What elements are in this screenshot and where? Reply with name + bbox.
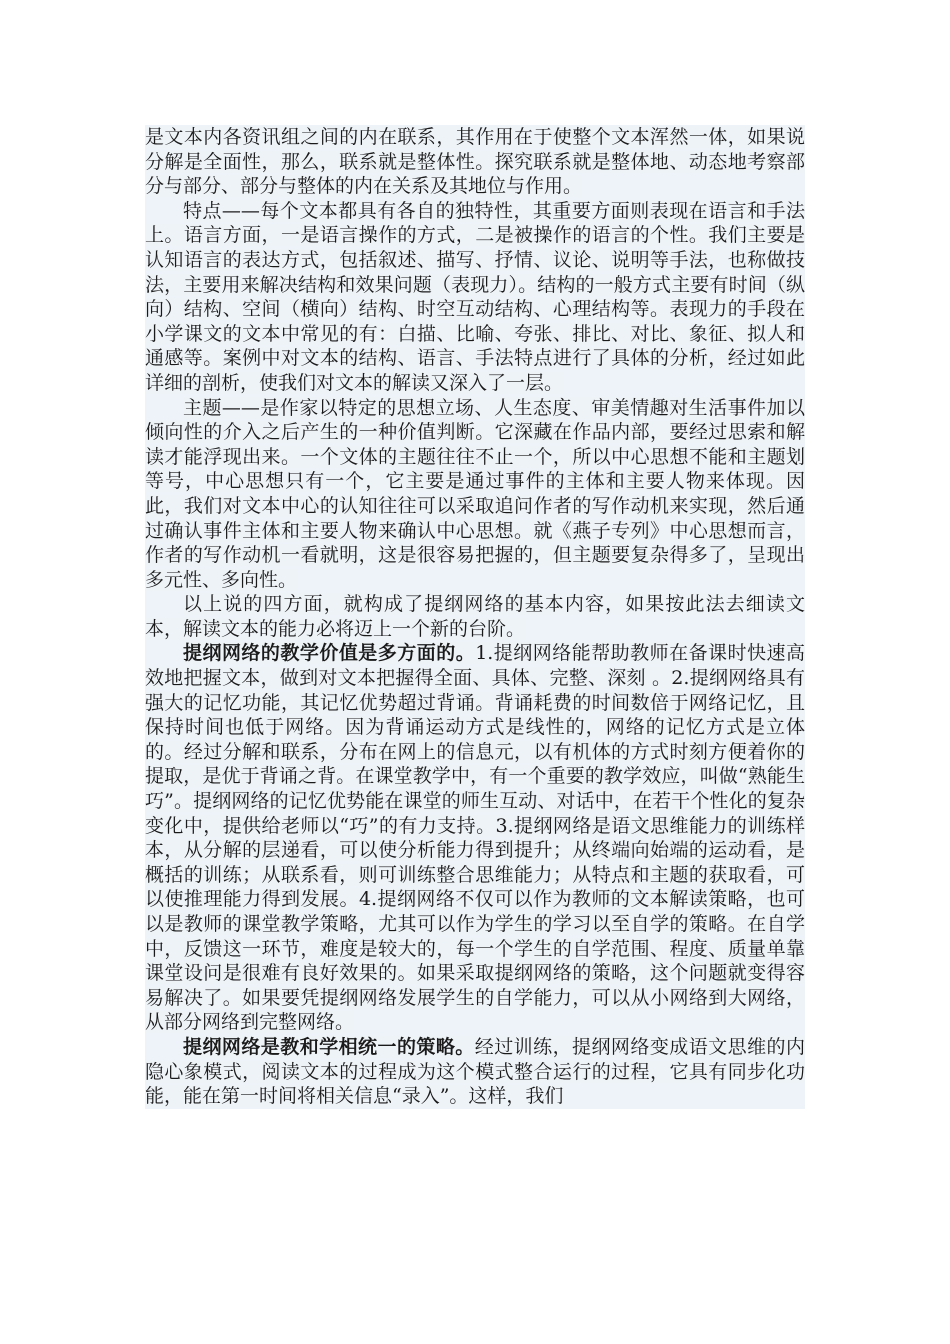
paragraph-features xyxy=(145,199,805,396)
paragraph-text: 是文本内各资讯组之间的内在联系，其作用在于使整个文本浑然一体，如果说分解是全面性，那么，联系就是整体性。探究联系就是整体地、动态地考察部分与部分、部分与整体的内在关系及其地位与作用。 xyxy=(145,126,805,198)
paragraph-teaching-value xyxy=(145,641,805,1035)
paragraph-unified-strategy xyxy=(145,1035,805,1109)
paragraph-text: 主题——是作家以特定的思想立场、人生态度、审美情趣对生活事件加以倾向性的介入之后产生的一种价值判断。它深藏在作品内部，要经过思索和解读才能浮现出来。一个文体的主题往往不止一个，所以中心思想不能和主题划等号，中心思想只有一个，它主要是通过事件的主体和主要人物来体现。因此，我们对文本中心的认知往往可以采取追问作者的写作动机来实现，然后通过确认事件主体和主要人物来确认中心思想。就《燕子专列》中心思想而言，作者的写作动机一看就明，这是很容易把握的，但主题要复杂得多了，呈现出多元性、多向性。 xyxy=(145,396,805,591)
paragraph-text: 1.提纲网络能帮助教师在备课时快速高效地把握文本，做到对文本把握得全面、具体、完整、深刻 。2.提纲网络具有强大的记忆功能，其记忆优势超过背诵。背诵耗费的时间数倍于网络记忆，且保持时间也低于网络。因为背诵运动方式是线性的，网络的记忆方式是立体的。经过分解和联系，分布在网上的信息元，以有机体的方式时刻方便着你的提取，是优于背诵之背。在课堂教学中，有一个重要的教学效应，叫做“熟能生巧”。提纲网络的记忆优势能在课堂的师生互动、对话中，在若干个性化的复杂变化中，提供给老师以“巧”的有力支持。3.提纲网络是语文思维能力的训练样本，从分解的层递看，可以使分析能力得到提升；从终端向始端的运动看，是概括的训练；从联系看，则可训练整合思维能力；从特点和主题的获取看，可以使推理能力得到发展。4.提纲网络不仅可以作为教师的文本解读策略，也可以是教师的课堂教学策略，尤其可以作为学生的学习以至自学的策略。在自学中，反馈这一环节，难度是较大的，每一个学生的自学范围、程度、质量单靠课堂设问是很难有良好效果的。如果采取提纲网络的策略，这个问题就变得容易解决了。如果要凭提纲网络发展学生的自学能力，可以从小网络到大网络，从部分网络到完整网络。 xyxy=(145,642,805,1034)
paragraph-text: 以上说的四方面，就构成了提纲网络的基本内容，如果按此法去细读文本，解读文本的能力必将迈上一个新的台阶。 xyxy=(145,593,805,640)
paragraph-theme xyxy=(145,396,805,593)
paragraph-lead: 提纲网络是教和学相统一的策略。 xyxy=(183,1035,475,1058)
paragraph-text: 特点——每个文本都具有各自的独特性，其重要方面则表现在语言和手法上。语言方面，一是语言操作的方式，二是被操作的语言的个性。我们主要是认知语言的表达方式，包括叙述、描写、抒情、议论、说明等手法，也称做技法，主要用来解决结构和效果问题（表现力）。结构的一般方式主要有时间（纵向）结构、空间（横向）结构、时空互动结构、心理结构等。表现力的手段在小学课文的文本中常见的有：白描、比喻、夸张、排比、对比、象征、拟人和通感等。案例中对文本的结构、语言、手法特点进行了具体的分析，经过如此详细的剖析，使我们对文本的解读又深入了一层。 xyxy=(145,199,805,394)
paragraph-connection xyxy=(145,125,805,199)
document-page xyxy=(145,125,805,1109)
paragraph-text: 经过训练，提纲网络变成语文思维的内隐心象模式，阅读文本的过程成为这个模式整合运行的过程，它具有同步化功能，能在第一时间将相关信息“录入”。这样，我们 xyxy=(145,1035,805,1108)
paragraph-lead: 提纲网络的教学价值是多方面的。 xyxy=(183,642,476,665)
paragraph-four-aspects xyxy=(145,592,805,641)
